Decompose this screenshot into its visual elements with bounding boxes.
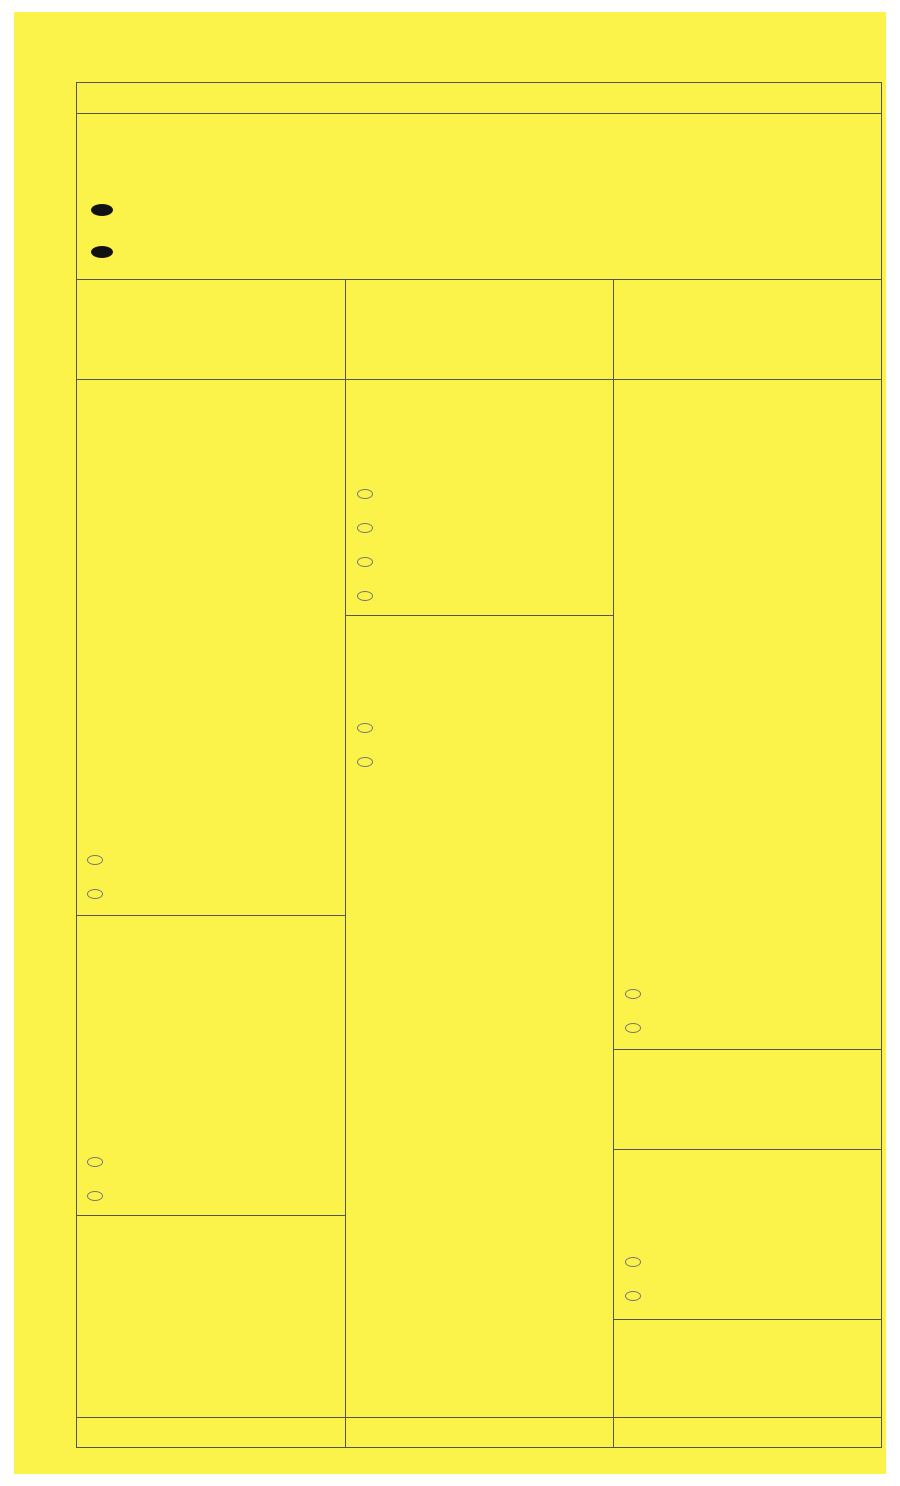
ballot-grid	[76, 82, 882, 1448]
oval-icon[interactable]	[625, 1257, 641, 1267]
oval-icon[interactable]	[625, 1023, 641, 1033]
oval-icon[interactable]	[357, 489, 373, 499]
prop2-for-option[interactable]	[87, 1157, 337, 1167]
oval-icon[interactable]	[357, 757, 373, 767]
oval-icon[interactable]	[87, 1157, 103, 1167]
oval-icon[interactable]	[625, 989, 641, 999]
oval-icon[interactable]	[357, 723, 373, 733]
prop1-for-option[interactable]	[87, 855, 337, 865]
council-candidate-option[interactable]	[357, 723, 607, 733]
oval-icon[interactable]	[357, 523, 373, 533]
propA-for-option[interactable]	[625, 989, 875, 999]
propA-against-option[interactable]	[625, 1023, 875, 1033]
council-candidate-option[interactable]	[357, 757, 607, 767]
instruction-note	[87, 203, 871, 217]
mayor-candidate-option[interactable]	[357, 523, 607, 533]
school-candidate-option[interactable]	[625, 1257, 875, 1267]
prop2-against-option[interactable]	[87, 1191, 337, 1201]
mayor-candidate-option[interactable]	[357, 489, 607, 499]
instruction-note-es	[87, 245, 871, 259]
oval-icon[interactable]	[357, 557, 373, 567]
oval-icon[interactable]	[87, 855, 103, 865]
oval-icon[interactable]	[357, 591, 373, 601]
mayor-candidate-option[interactable]	[357, 557, 607, 567]
oval-icon[interactable]	[87, 889, 103, 899]
filled-oval-icon	[91, 204, 113, 216]
school-candidate-option[interactable]	[625, 1291, 875, 1301]
oval-icon[interactable]	[625, 1291, 641, 1301]
oval-icon[interactable]	[87, 1191, 103, 1201]
filled-oval-icon	[91, 246, 113, 258]
mayor-candidate-option[interactable]	[357, 591, 607, 601]
prop1-against-option[interactable]	[87, 889, 337, 899]
